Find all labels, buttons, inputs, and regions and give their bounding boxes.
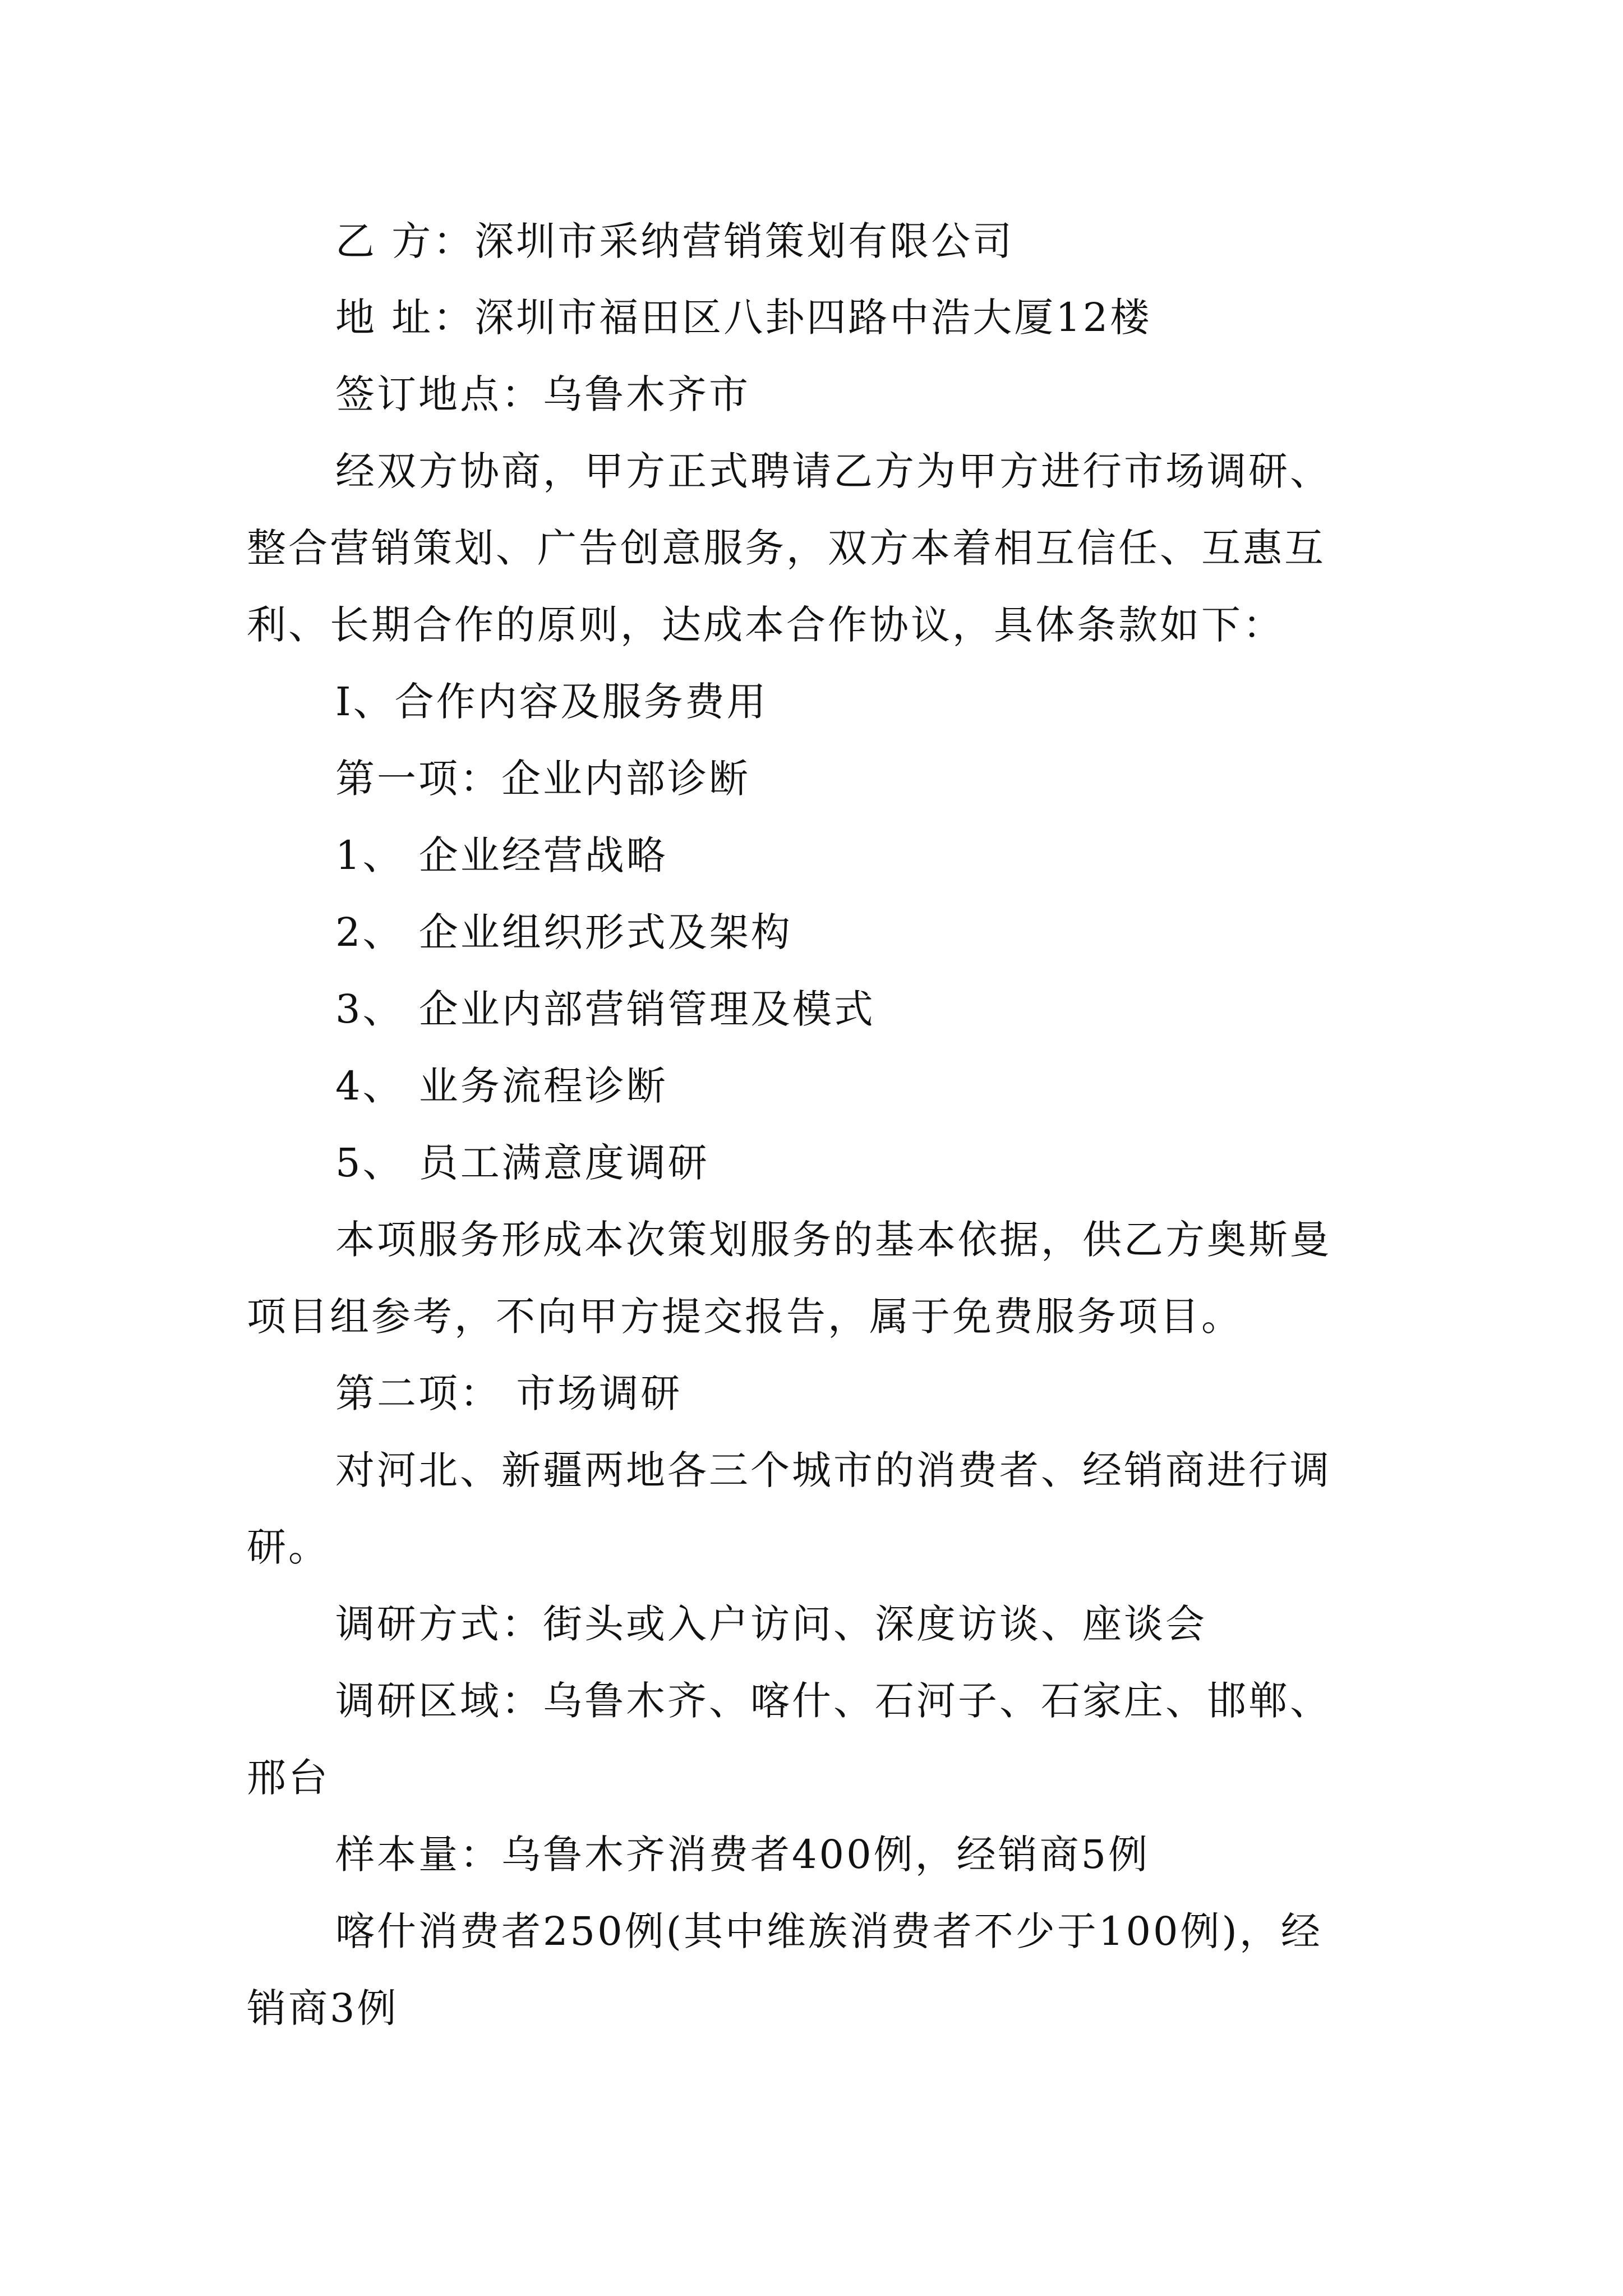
paragraph-line: 样本量：乌鲁木齐消费者400例，经销商5例 (335, 1832, 1150, 1878)
paragraph-line: 调研区域：乌鲁木齐、喀什、石河子、石家庄、邯郸、 (335, 1678, 1331, 1724)
paragraph-line: 本项服务形成本次策划服务的基本依据，供乙方奥斯曼 (335, 1217, 1331, 1263)
paragraph-line: 对河北、新疆两地各三个城市的消费者、经销商进行调 (335, 1447, 1331, 1493)
item-heading: 第二项： 市场调研 (335, 1370, 683, 1416)
paragraph-line: 利、长期合作的原则，达成本合作协议，具体条款如下： (247, 602, 1284, 648)
section-heading: Ⅰ、合作内容及服务费用 (335, 679, 768, 725)
list-item: 5、 员工满意度调研 (335, 1140, 709, 1186)
address-line: 地 址：深圳市福田区八卦四路中浩大厦12楼 (335, 295, 1152, 341)
paragraph-line: 经双方协商，甲方正式聘请乙方为甲方进行市场调研、 (335, 448, 1331, 494)
paragraph-line: 整合营销策划、广告创意服务，双方本着相互信任、互惠互 (247, 525, 1326, 571)
party-b-line: 乙 方：深圳市采纳营销策划有限公司 (335, 218, 1015, 264)
paragraph-line: 项目组参考，不向甲方提交报告，属于免费服务项目。 (247, 1294, 1243, 1340)
paragraph-line: 邢台 (247, 1755, 330, 1801)
paragraph-line: 调研方式：街头或入户访问、深度访谈、座谈会 (335, 1601, 1207, 1647)
paragraph-line: 研。 (247, 1524, 330, 1570)
list-item: 1、 企业经营战略 (335, 832, 668, 878)
item-heading: 第一项：企业内部诊断 (335, 756, 750, 802)
list-item: 2、 企业组织形式及架构 (335, 909, 792, 955)
list-item: 3、 企业内部营销管理及模式 (335, 986, 875, 1032)
signing-place-line: 签订地点：乌鲁木齐市 (335, 371, 750, 417)
paragraph-line: 喀什消费者250例(其中维族消费者不少于100例)，经 (335, 1908, 1322, 1954)
list-item: 4、 业务流程诊断 (335, 1063, 668, 1109)
paragraph-line: 销商3例 (247, 1985, 399, 2031)
